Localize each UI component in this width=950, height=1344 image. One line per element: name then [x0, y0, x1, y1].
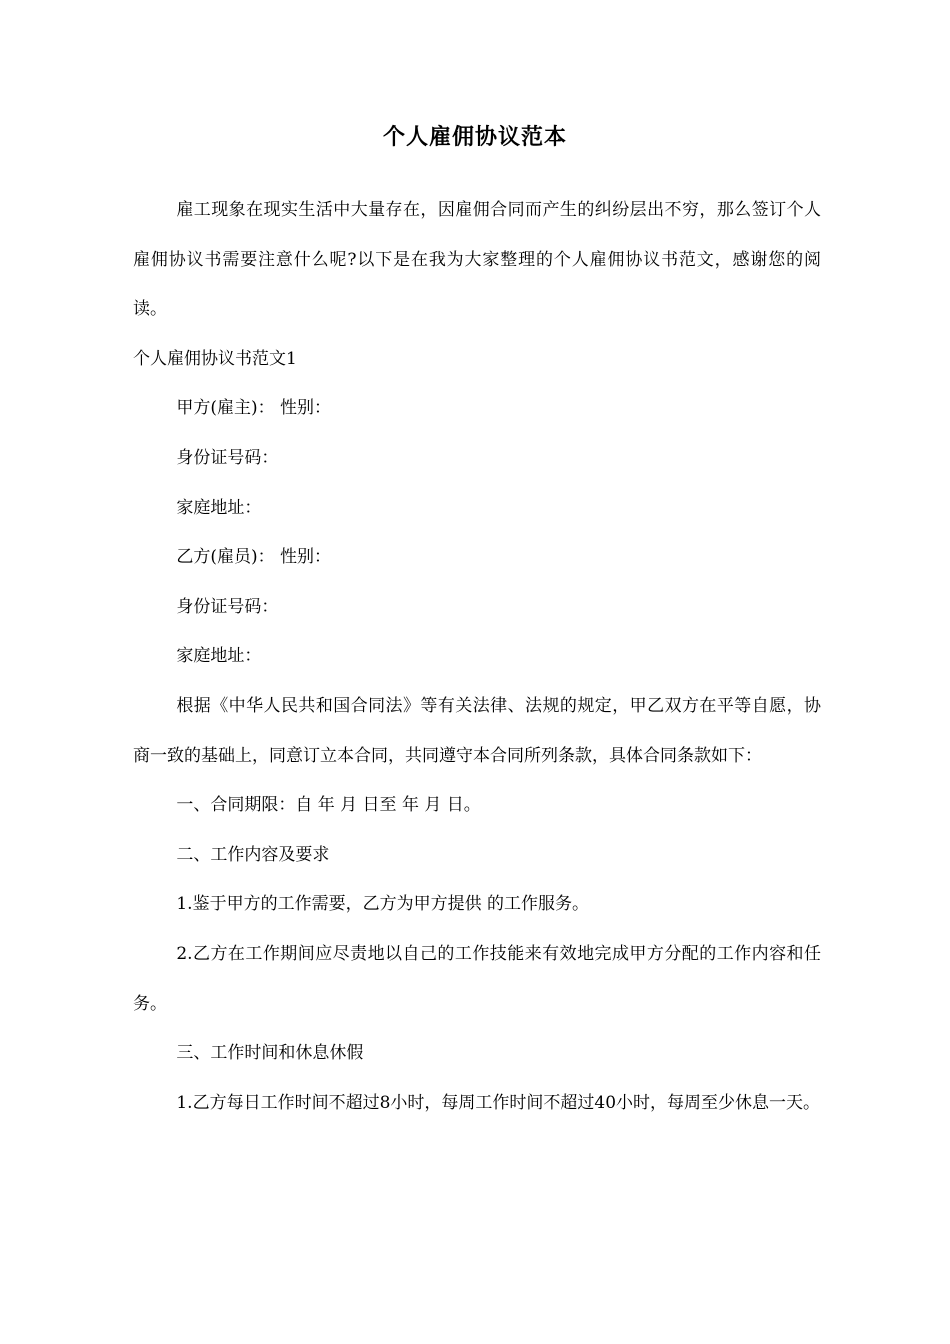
clause-working-hours-item-1: 1.乙方每日工作时间不超过8小时，每周工作时间不超过40小时，每周至少休息一天。: [176, 1092, 821, 1113]
party-a-line: 甲方(雇主)： 性别：: [176, 398, 332, 419]
party-a-address-line: 家庭地址：: [176, 497, 262, 518]
clause-work-content-item-1: 1.鉴于甲方的工作需要，乙方为甲方提供 的工作服务。: [176, 894, 589, 915]
party-b-address-line: 家庭地址：: [176, 646, 262, 667]
intro-paragraph: 雇工现象在现实生活中大量存在，因雇佣合同而产生的纠纷层出不穷，那么签订个人雇佣协议书需要注意什么呢?以下是在我为大家整理的个人雇佣协议书范文，感谢您的阅读。: [133, 200, 821, 320]
legal-basis-paragraph: 根据《中华人民共和国合同法》等有关法律、法规的规定，甲乙双方在平等自愿，协商一致的基础上，同意订立本合同，共同遵守本合同所列条款，具体合同条款如下：: [133, 695, 821, 766]
document-title: 个人雇佣协议范本: [382, 125, 567, 150]
document-body: [133, 186, 821, 1128]
clause-work-content-item-2: 2.乙方在工作期间应尽责地以自己的工作技能来有效地完成甲方分配的工作内容和任务。: [133, 943, 821, 1014]
party-a-id-line: 身份证号码：: [176, 447, 279, 468]
clause-working-hours-heading: 三、工作时间和休息休假: [176, 1043, 364, 1064]
party-b-id-line: 身份证号码：: [176, 596, 279, 617]
party-b-line: 乙方(雇员)： 性别：: [176, 547, 332, 568]
section-heading: 个人雇佣协议书范文1: [133, 348, 297, 369]
clause-work-content-heading: 二、工作内容及要求: [176, 844, 330, 865]
clause-contract-term: 一、合同期限：自 年 月 日至 年 月 日。: [176, 795, 481, 816]
